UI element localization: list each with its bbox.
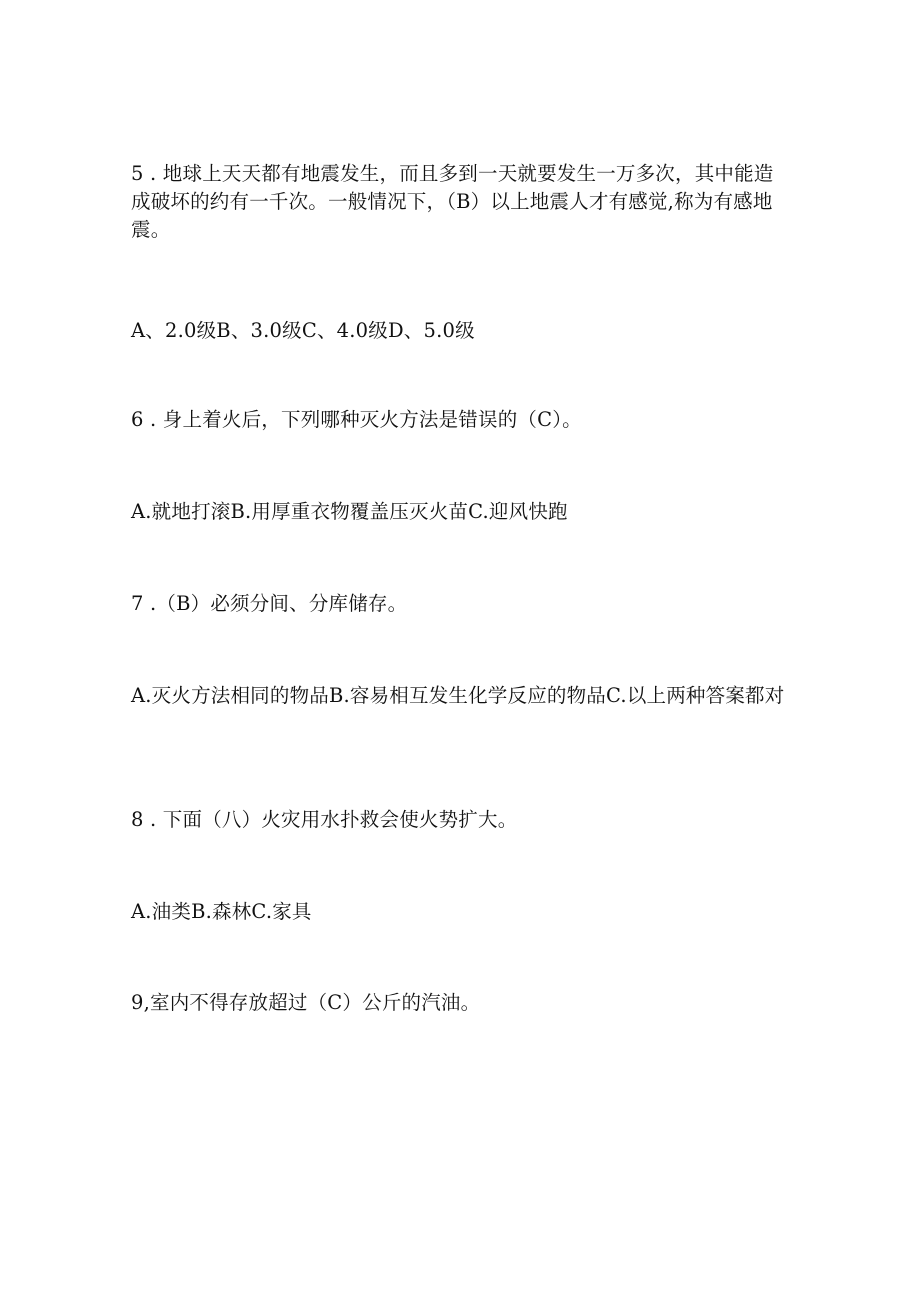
question-7-options: A.灭火方法相同的物品B.容易相互发生化学反应的物品C.以上两种答案都对 (131, 684, 785, 707)
question-8-options: A.油类B.森林C.家具 (131, 900, 312, 923)
question-7-stem: 7 .（B）必须分间、分库储存。 (131, 592, 408, 615)
question-5-options: A、2.0级B、3.0级C、4.0级D、5.0级 (131, 319, 475, 342)
question-6-options: A.就地打滚B.用厚重衣物覆盖压灭火苗C.迎风快跑 (131, 500, 568, 523)
question-9-stem: 9,室内不得存放超过（C）公斤的汽油。 (131, 991, 481, 1014)
question-6-stem: 6 . 身上着火后，下列哪种灭火方法是错误的（C）。 (131, 408, 582, 431)
question-5-stem: 5 . 地球上天天都有地震发生，而且多到一天就要发生一万多次，其中能造成破坏的约有一千次。一般情况下，（B）以上地震人才有感觉,称为有感地震。 (131, 162, 774, 241)
question-8-stem: 8 . 下面（八）火灾用水扑救会使火势扩大。 (131, 808, 518, 831)
